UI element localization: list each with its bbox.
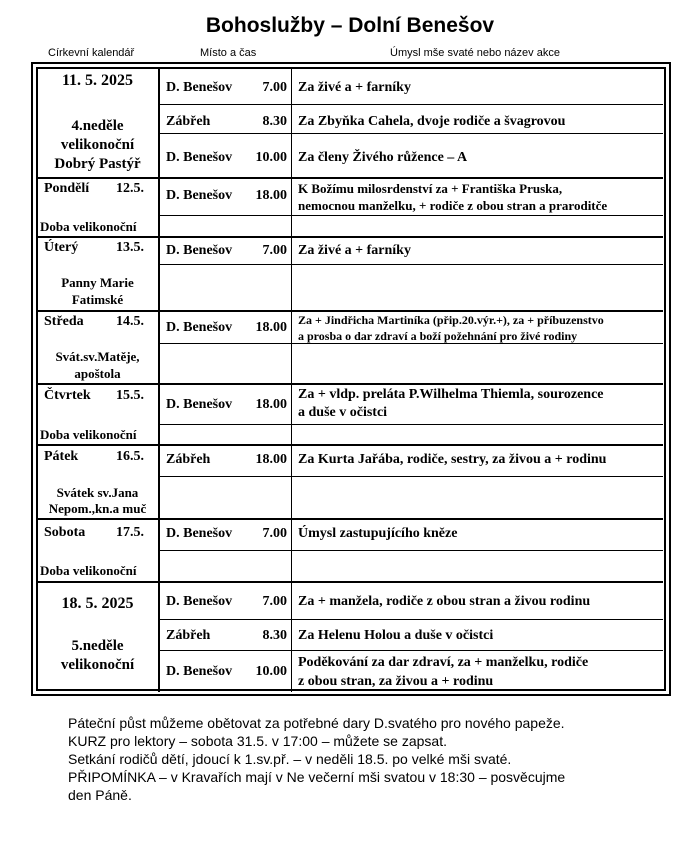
mass-intention: Úmysl zastupujícího kněze xyxy=(298,526,458,541)
sunday-name: 5.neděle xyxy=(71,638,124,654)
mass-intention: Za Helenu Holou a duše v očistci xyxy=(298,628,494,643)
announcement-line: Páteční půst můžeme obětovat za potřebné dary D.svatého pro nového papeže. xyxy=(68,715,565,731)
announcement-line: den Páně. xyxy=(68,787,132,803)
day-name: Pátek xyxy=(44,449,79,464)
feast-name: apoštola xyxy=(74,366,121,381)
mass-intention: Za živé a + farníky xyxy=(298,243,411,258)
mass-place: Zábřeh xyxy=(166,628,211,643)
mass-intention: Za + manžela, rodiče z obou stran a živou rodinu xyxy=(298,594,591,609)
mass-intention: a prosba o dar zdraví a boží požehnání pro živé rodiny xyxy=(298,329,578,343)
day-date: 12.5. xyxy=(116,181,144,196)
row-divider xyxy=(37,236,663,238)
sunday-date: 11. 5. 2025 xyxy=(61,72,134,89)
mass-place: Zábřeh xyxy=(166,452,211,467)
mass-intention: a duše v očistci xyxy=(298,405,388,420)
mass-intention: Za živé a + farníky xyxy=(298,80,411,95)
column-header-calendar: Církevní kalendář xyxy=(48,47,135,59)
mass-place: D. Benešov xyxy=(166,188,233,203)
announcement-line: KURZ pro lektory – sobota 31.5. v 17:00 – můžete se zapsat. xyxy=(68,733,447,749)
column-divider xyxy=(158,68,160,692)
subrow-divider xyxy=(158,619,663,620)
row-divider xyxy=(37,444,663,446)
feast-name: Svátek sv.Jana xyxy=(56,485,139,500)
day-name: Sobota xyxy=(44,525,86,540)
mass-time: 10.00 xyxy=(255,150,287,165)
mass-intention: Za + Jindřicha Martiníka (přip.20.výr.+), za + příbuzenstvo xyxy=(298,313,604,327)
column-divider xyxy=(291,68,292,692)
subrow-divider xyxy=(158,550,663,551)
mass-time: 18.00 xyxy=(255,452,287,467)
mass-intention: nemocnou manželku, + rodiče z obou stran a praroditče xyxy=(298,198,608,213)
day-date: 15.5. xyxy=(116,388,144,403)
mass-time: 7.00 xyxy=(262,243,287,258)
mass-intention: Za Kurta Jařába, rodiče, sestry, za živou a + rodinu xyxy=(298,452,607,467)
row-divider xyxy=(37,383,663,385)
column-header-place-time: Místo a čas xyxy=(200,47,257,59)
mass-time: 8.30 xyxy=(262,628,287,643)
mass-time: 18.00 xyxy=(255,397,287,412)
feast-name: Svát.sv.Matěje, xyxy=(55,349,140,364)
sunday-name: velikonoční xyxy=(60,137,135,153)
subrow-divider xyxy=(158,215,663,216)
day-name: Středa xyxy=(44,314,84,329)
day-name: Pondělí xyxy=(44,181,90,196)
mass-place: D. Benešov xyxy=(166,526,233,541)
mass-time: 7.00 xyxy=(262,526,287,541)
subrow-divider xyxy=(158,133,663,134)
mass-time: 18.00 xyxy=(255,320,287,335)
subrow-divider xyxy=(158,476,663,477)
day-date: 16.5. xyxy=(116,449,144,464)
subrow-divider xyxy=(158,104,663,105)
day-date: 13.5. xyxy=(116,240,144,255)
day-date: 14.5. xyxy=(116,314,144,329)
mass-place: D. Benešov xyxy=(166,664,233,679)
mass-place: Zábřeh xyxy=(166,114,211,129)
mass-intention: Za členy Živého růžence – A xyxy=(298,150,468,165)
row-divider xyxy=(37,518,663,520)
day-name: Úterý xyxy=(44,240,79,255)
feast-name: Doba velikonoční xyxy=(40,427,137,442)
mass-place: D. Benešov xyxy=(166,320,233,335)
announcement-line: Setkání rodičů dětí, jdoucí k 1.sv.př. – v neděli 18.5. po velké mši svaté. xyxy=(68,751,512,767)
sunday-name: 4.neděle xyxy=(71,118,124,134)
feast-name: Fatimské xyxy=(71,292,124,307)
mass-intention: K Božímu milosrdenství za + Františka Pruska, xyxy=(298,181,563,196)
subrow-divider xyxy=(158,264,663,265)
feast-name: Panny Marie xyxy=(61,275,134,290)
mass-intention: z obou stran, za živou a + rodinu xyxy=(298,674,494,689)
sunday-name: velikonoční xyxy=(60,657,135,673)
mass-intention: Za + vldp. preláta P.Wilhelma Thiemla, sourozence xyxy=(298,387,604,402)
subrow-divider xyxy=(158,424,663,425)
sunday-date: 18. 5. 2025 xyxy=(61,595,134,612)
page-title: Bohoslužby – Dolní Benešov xyxy=(205,14,495,37)
mass-time: 7.00 xyxy=(262,594,287,609)
mass-time: 7.00 xyxy=(262,80,287,95)
mass-time: 18.00 xyxy=(255,188,287,203)
column-header-intention: Úmysl mše svaté nebo název akce xyxy=(390,47,560,59)
mass-place: D. Benešov xyxy=(166,150,233,165)
mass-place: D. Benešov xyxy=(166,594,233,609)
announcements xyxy=(68,714,668,804)
subrow-divider xyxy=(158,650,663,651)
day-date: 17.5. xyxy=(116,525,144,540)
mass-time: 8.30 xyxy=(262,114,287,129)
mass-place: D. Benešov xyxy=(166,80,233,95)
feast-name: Doba velikonoční xyxy=(40,219,137,234)
feast-name: Doba velikonoční xyxy=(40,563,137,578)
mass-place: D. Benešov xyxy=(166,243,233,258)
row-divider xyxy=(37,177,663,179)
row-divider xyxy=(37,310,663,312)
row-divider xyxy=(37,581,663,583)
mass-place: D. Benešov xyxy=(166,397,233,412)
mass-time: 10.00 xyxy=(255,664,287,679)
mass-intention: Za Zbyňka Cahela, dvoje rodiče a švagrovou xyxy=(298,114,566,129)
announcement-line: PŘIPOMÍNKA – v Kravařích mají v Ne večerní mši svatou v 18:30 – posvěcujme xyxy=(68,769,566,785)
day-name: Čtvrtek xyxy=(44,388,91,403)
sunday-name: Dobrý Pastýř xyxy=(54,156,141,172)
mass-intention: Poděkování za dar zdraví, za + manželku, rodiče xyxy=(298,655,589,670)
feast-name: Nepom.,kn.a muč xyxy=(48,501,147,516)
